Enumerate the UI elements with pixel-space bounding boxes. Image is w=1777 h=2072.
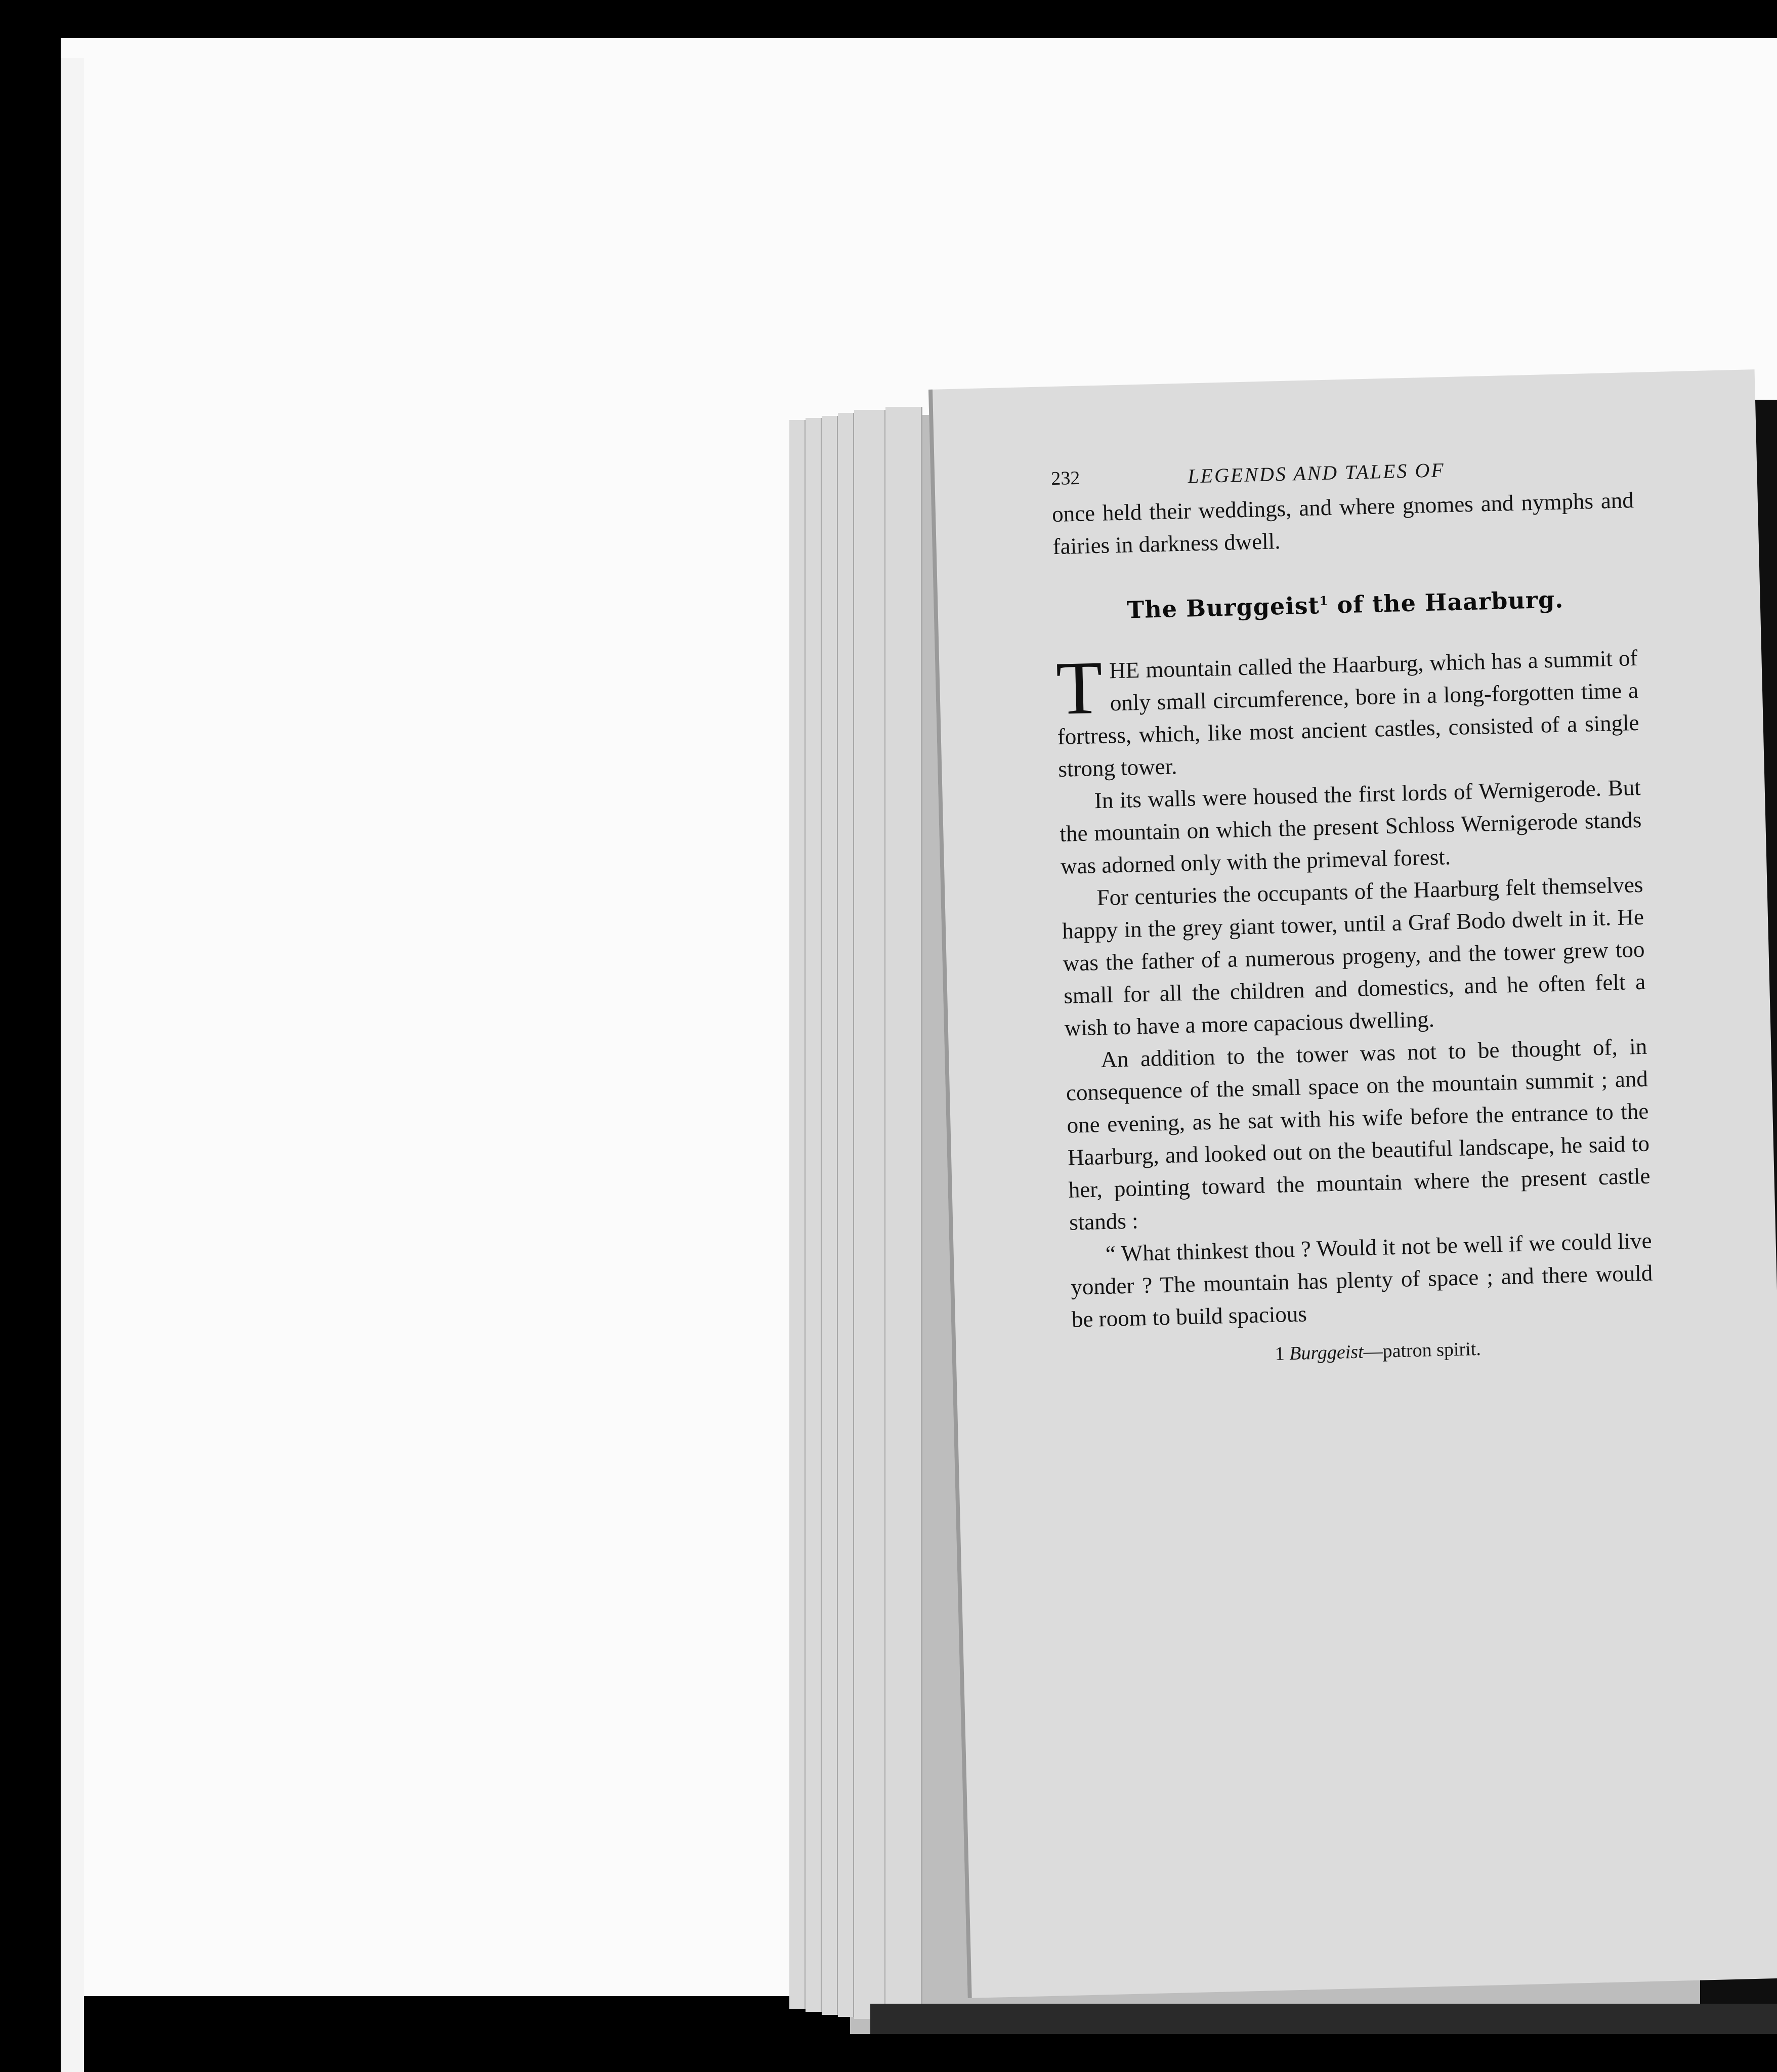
- page-edge: [854, 410, 886, 2019]
- page-edge: [838, 413, 855, 2017]
- first-paragraph-text: HE mountain called the Haarburg, which has a summit of only small circumference, bore in a long-forgotten time a fortress, which, like most ancient castles, consisted of a single strong tower.: [1057, 645, 1640, 782]
- chapter-title: [1054, 584, 1636, 625]
- left-margin-strip: [61, 58, 84, 2072]
- footnote-term: Burggeist: [1289, 1341, 1364, 1365]
- paragraph: In its walls were housed the first lords of Wernigerode. But the mountain on which the present Schloss Wernigerode stands was adorned only with the primeval forest.: [1059, 774, 1642, 879]
- first-paragraph: [1055, 642, 1640, 785]
- page-edge: [806, 418, 822, 2012]
- footnote-mark: 1: [1275, 1343, 1285, 1365]
- page-text-block: [1051, 453, 1655, 1370]
- paragraph: An addition to the tower was not to be thought of, in consequence of the small space on the mountain summit ; and one evening, as he sat with his wife before the entrance to the Haarburg, and looked out on the beautiful landscape, he said to her, pointing toward the mountain where the present castle stands :: [1066, 1033, 1651, 1235]
- footnote-reference: 1: [1319, 593, 1329, 608]
- footnote: [1072, 1334, 1655, 1370]
- running-title: LEGENDS AND TALES OF: [1187, 458, 1446, 488]
- page-edge: [885, 407, 922, 2021]
- book-bottom-edge: [870, 2004, 1777, 2034]
- footnote-definition: —patron spirit.: [1363, 1338, 1482, 1363]
- page-edge: [789, 420, 806, 2009]
- chapter-title-main: The Burggeist: [1126, 591, 1320, 624]
- chapter-title-rest: of the Haarburg.: [1328, 585, 1564, 619]
- paragraph: “ What thinkest thou ? Would it not be well if we could live yonder ? The mountain has plenty of space ; and there would be room to build spacious: [1070, 1228, 1653, 1332]
- intro-text: once held their weddings, and where gnomes and nymphs and fairies in darkness dwell.: [1051, 487, 1634, 560]
- page-edge: [822, 416, 838, 2015]
- page-number: 232: [1050, 467, 1080, 490]
- book-page: [928, 369, 1777, 1998]
- paragraph: For centuries the occupants of the Haarburg felt themselves happy in the grey giant tower, until a Graf Bodo dwelt in it. He was the father of a numerous progeny, and the tower grew too small for all the children and domestics, and he often felt a wish to have a more capacious dwelling.: [1062, 871, 1646, 1041]
- drop-cap: T: [1055, 645, 1104, 731]
